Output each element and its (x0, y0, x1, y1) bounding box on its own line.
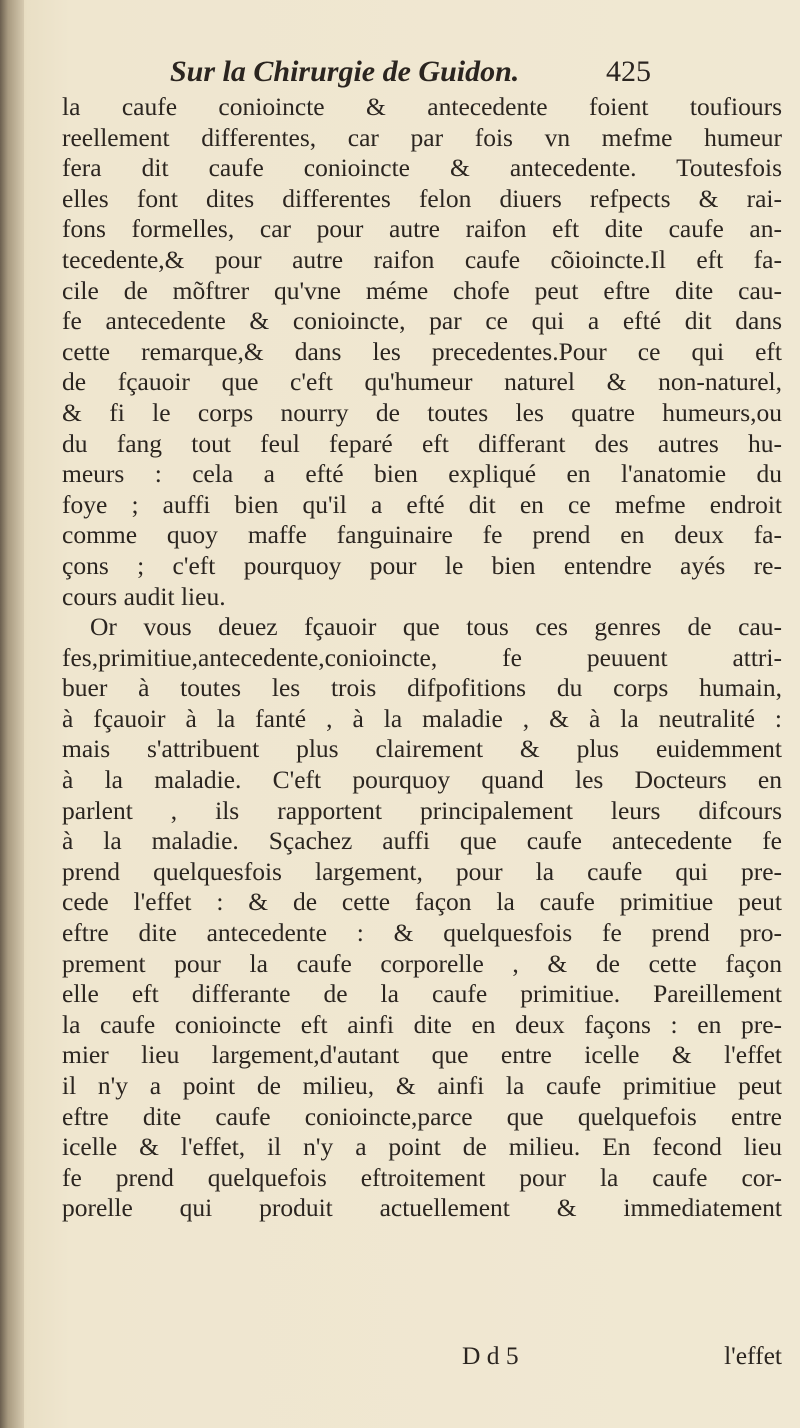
text-line: fe antecedente & conioincte, par ce qui a efté dit dans (62, 306, 782, 336)
text-line: du fang tout feul feparé eft differant des autres hu- (62, 428, 782, 458)
text-line: Or vous deuez fçauoir que tous ces genres de cau- (90, 612, 782, 642)
text-line: prend quelquesfois largement, pour la caufe qui pre- (62, 856, 782, 886)
text-line: fera dit caufe conioincte & antecedente. Toutesfois (62, 153, 782, 183)
text-line: cile de mõftrer qu'vne méme chofe peut eftre dite cau- (62, 275, 782, 305)
text-line: porelle qui produit actuellement & immediatement (62, 1193, 782, 1223)
body-text (62, 92, 782, 1224)
text-line: mais s'attribuent plus clairement & plus euidemment (62, 734, 782, 764)
text-line: il n'y a point de milieu, & ainfi la caufe primitiue peut (62, 1071, 782, 1100)
text-line: tecedente,& pour autre raifon caufe cõioincte.Il eft fa- (62, 244, 782, 274)
text-line: foye ; auffi bien qu'il a efté dit en ce mefme endroit (62, 489, 782, 519)
text-line: cette remarque,& dans les precedentes.Pour ce qui eft (62, 336, 782, 366)
text-line: fes,primitiue,antecedente,conioincte, fe peuuent attri- (62, 642, 782, 672)
text-line: meurs : cela a efté bien expliqué en l'anatomie du (62, 459, 782, 489)
text-line: buer à toutes les trois difpofitions du corps humain, (62, 673, 782, 703)
text-line: eftre dite caufe conioincte,parce que quelquefois entre (62, 1101, 782, 1131)
text-line: à la maladie. Sçachez auffi que caufe antecedente fe (62, 826, 782, 856)
page-number: 425 (606, 55, 651, 88)
text-line: comme quoy maffe fanguinaire fe prend en deux fa- (62, 520, 782, 550)
text-line: elle eft differante de la caufe primitiue. Pareillement (62, 979, 782, 1009)
text-line: fe prend quelquefois eftroitement pour la caufe cor- (62, 1162, 782, 1192)
signature-mark: D d 5 (462, 1341, 519, 1370)
text-line: à fçauoir à la fanté , à la maladie , & à la neutralité : (62, 703, 782, 733)
text-line: parlent , ils rapportent principalement leurs difcours (62, 795, 782, 825)
text-line: à la maladie. C'eft pourquoy quand les Docteurs en (62, 765, 782, 795)
text-line: la caufe conioincte eft ainfi dite en deux façons : en pre- (62, 1009, 782, 1039)
page-footer (62, 1338, 782, 1374)
text-line: cede l'effet : & de cette façon la caufe primitiue peut (62, 887, 782, 917)
text-line: eftre dite antecedente : & quelquesfois fe prend pro- (62, 918, 782, 948)
page-binding-shadow (0, 0, 24, 1428)
text-line: la caufe conioincte & antecedente foient toufiours (62, 92, 782, 121)
catchword: l'effet (724, 1341, 782, 1370)
text-line: mier lieu largement,d'autant que entre icelle & l'effet (62, 1040, 782, 1070)
text-line: çons ; c'eft pourquoy pour le bien entendre ayés re- (62, 550, 782, 580)
text-line: elles font dites differentes felon diuers refpects & rai- (62, 183, 782, 213)
text-line: reellement differentes, car par fois vn mefme humeur (62, 122, 782, 152)
text-line: cours audit lieu. (62, 581, 226, 611)
page-header (170, 50, 770, 94)
text-line: prement pour la caufe corporelle , & de cette façon (62, 948, 782, 978)
running-title: Sur la Chirurgie de Guidon. (170, 55, 520, 88)
text-line: de fçauoir que c'eft qu'humeur naturel & non-naturel, (62, 367, 782, 397)
text-line: fons formelles, car pour autre raifon eft dite caufe an- (62, 214, 782, 244)
text-line: & fi le corps nourry de toutes les quatre humeurs,ou (62, 397, 782, 427)
text-line: icelle & l'effet, il n'y a point de milieu. En fecond lieu (62, 1132, 782, 1162)
